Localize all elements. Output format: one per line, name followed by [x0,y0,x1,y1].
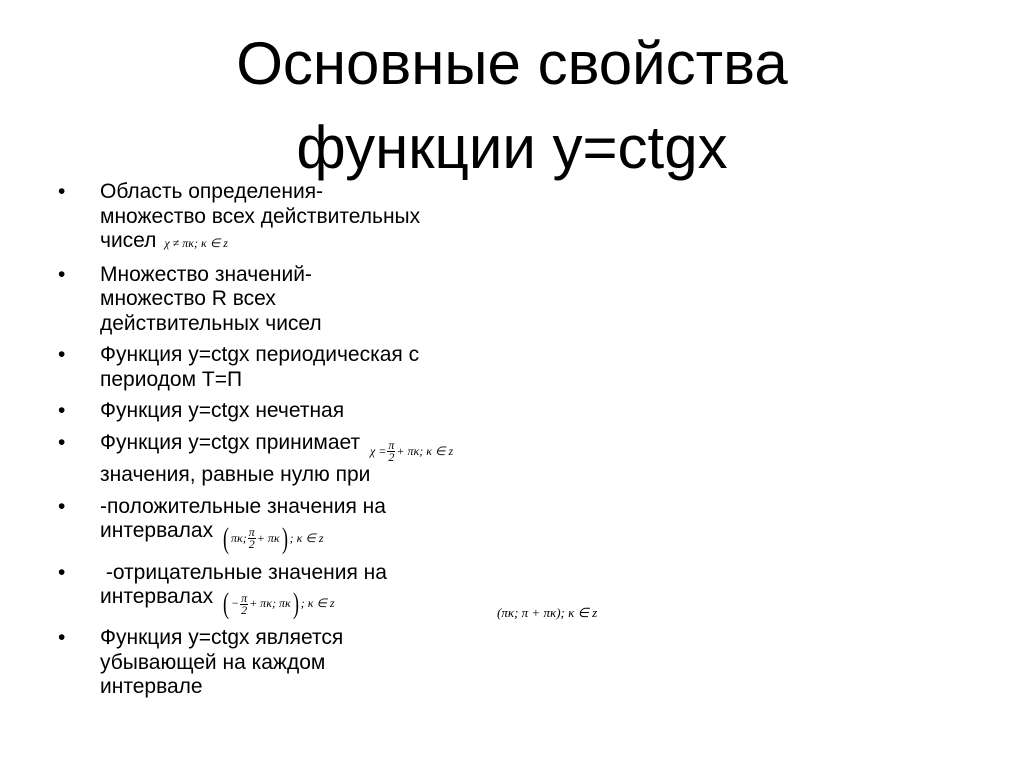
bullet-icon: • [58,626,66,650]
bullet-icon: • [58,494,66,518]
formula-part: + πκ; πκ [249,596,291,610]
bullet-icon: • [58,262,66,286]
bullet-icon: • [58,180,66,203]
bullet-text-line: интервалах [100,585,214,608]
fraction-numerator: π [241,590,248,605]
bullet-text-line: Область определения- [100,180,324,203]
formula-negative: ( − $\frac{\pi}{2}$ + πκ; πκ) ; κ ∈ z [222,587,335,621]
bullet-text-line: значения, равные нулю при [100,463,371,487]
bullet-text-line: Функция y=ctgx периодическая с [100,343,420,366]
formula-zeros [370,439,453,464]
slide-title [0,22,1024,190]
bullet-item-range [58,263,528,337]
bullet-icon: • [58,399,66,422]
bullet-text-line: -положительные значения на [100,494,386,518]
bullet-text-line: Функция y=ctgx принимает [100,430,361,454]
fraction [240,590,248,617]
bullet-text-line: интервалах [100,519,214,543]
bullet-icon: • [58,560,66,584]
formula-part: ; κ ∈ z [300,596,335,610]
fraction-denominator: 2 [241,602,248,617]
bullet-item-zeros [58,431,528,488]
bullet-item-negative [58,561,528,620]
bullet-text-line: множество R всех [100,287,276,310]
title-line-1: Основные свойства [236,30,788,97]
formula-part: χ = [370,443,387,458]
bullet-text-line: интервале [100,675,203,699]
fraction-numerator: π [388,438,395,453]
bullet-text-line: Функция y=ctgx является [100,626,344,650]
formula-decreasing: (πκ; π + πκ); κ ∈ z [497,605,598,620]
fraction-denominator: 2 [388,450,395,465]
bullet-icon: • [58,343,66,366]
formula-part: ; κ ∈ z [289,530,324,545]
fraction [387,440,395,463]
bullet-text-line: Множество значений- [100,262,312,286]
bullet-text-line: -отрицательные значения на [100,560,387,584]
bullet-text-line: периодом T=П [100,367,243,391]
formula-part: + πκ; κ ∈ z [396,443,454,458]
fraction [248,527,256,550]
fraction-numerator: π [248,525,255,539]
formula-part: πκ; [230,530,247,545]
bullet-icon: • [58,430,66,454]
bullet-item-odd [58,399,528,424]
bullet-text-line: Функция y=ctgx нечетная [100,399,345,422]
title-line-2: функции y=ctgx [296,114,728,181]
formula-positive: ( πκ; $\frac{\pi}{2}$ + πκ) ; κ ∈ z [222,521,324,555]
bullet-text-line: убывающей на каждом [100,650,326,674]
bullet-item-decreasing [58,626,528,700]
bullet-list [58,180,528,707]
bullet-text-line: множество всех действительных [100,204,421,228]
bullet-item-positive [58,495,528,554]
bullet-item-periodic [58,343,528,392]
formula-part: − [230,596,240,610]
bullet-text-line: чисел [100,229,157,252]
bullet-item-domain [58,180,528,256]
fraction-denominator: 2 [248,537,255,551]
bullet-text-line: действительных чисел [100,311,322,335]
formula-domain: χ ≠ πκ; κ ∈ z [164,236,228,250]
formula-part: + πκ [256,530,280,545]
